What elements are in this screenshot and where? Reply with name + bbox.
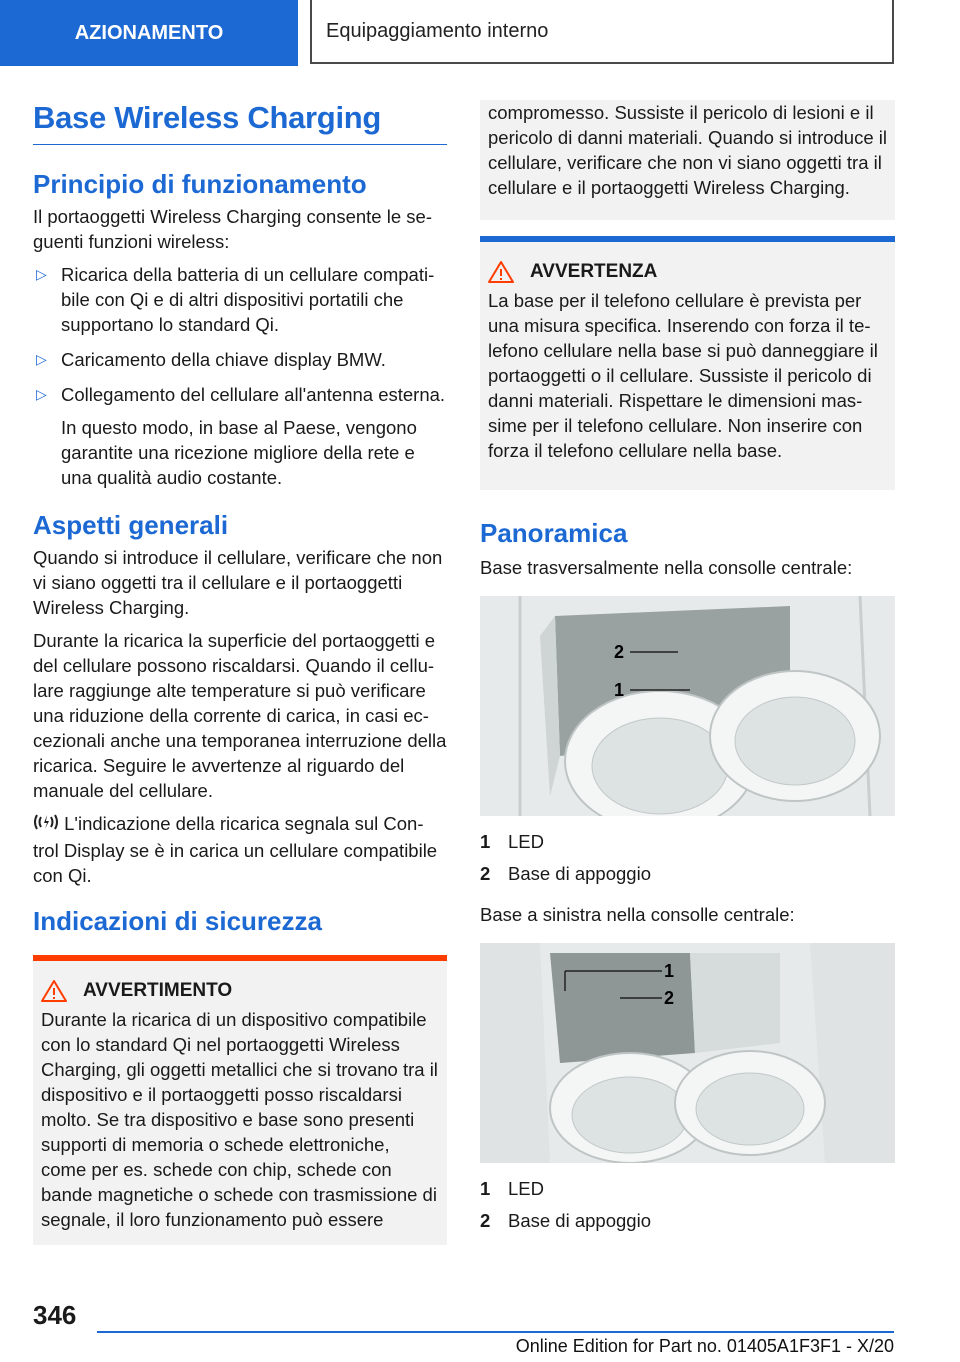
list-item: ▷ Ricarica della batteria di un cellulare compati‐bile con Qi e di altri dispositivi portatili che supportano lo standard Qi.: [36, 264, 435, 335]
heading-sicurezza: Indicazioni di sicurezza: [33, 906, 322, 937]
figure-label: 2: [664, 988, 675, 1008]
principio-intro: Il portaoggetti Wireless Charging consente le se‐guenti funzioni wireless:: [33, 206, 432, 252]
warning-triangle-icon: [488, 260, 514, 284]
heading-panoramica: Panoramica: [480, 518, 628, 548]
caution-box: [480, 236, 895, 490]
legend-item: 2 Base di appoggio: [480, 863, 651, 884]
console-illustration: [480, 943, 895, 1163]
page-number: 346: [33, 1300, 77, 1330]
warning-box-continued: [480, 100, 895, 220]
list-item: ▷ Caricamento della chiave display BMW.: [36, 349, 386, 370]
edition-text: Online Edition for Part no. 01405A1F3F1 - X/20: [515, 1336, 894, 1356]
warning-triangle-icon: [41, 979, 67, 1003]
warning-text: Durante la ricarica di un dispositivo compatibile con lo standard Qi nel portaoggetti Wireless Charging, gli oggetti metallici che si trovano tra il dispositivo e il portaoggetti posso riscaldarsi molto. Se tra dispositivo e base sono presenti supporti di memoria o schede elettroniche, come per es. schede con chip, schede con bande magnetiche o schede con trasmissione di segnale, il loro funzionamento può essere: [41, 1009, 438, 1231]
legend-item: 2 Base di appoggio: [480, 1210, 651, 1231]
panoramica-intro-2: Base a sinistra nella consolle centrale:: [480, 904, 795, 925]
list-item-note: In questo modo, in base al Paese, vengono garantite una ricezione migliore della rete e una qualità audio costante.: [61, 417, 417, 488]
legend-item: 1 LED: [480, 831, 544, 852]
section-tab: [0, 0, 298, 66]
figure-left-base: [480, 943, 895, 1163]
legend-2: [480, 1173, 895, 1237]
legend-1: [480, 826, 895, 890]
figure-transverse-base: [480, 596, 895, 816]
caution-title: AVVERTENZA: [480, 242, 895, 284]
warning-title: AVVERTIMENTO: [33, 961, 447, 1003]
triangle-bullet-icon: ▷: [36, 386, 47, 402]
panoramica-intro-1: Base trasversalmente nella consolle centrale:: [480, 557, 853, 578]
caution-text: La base per il telefono cellulare è prevista per una misura specifica. Inserendo con forza il te‐lefono cellulare nella base si può danneggiare il portaoggetti o il cellulare. Sussiste il pericolo di danni materiali. Rispettare le dimensioni mas‐sime per il telefono cellulare. Non inserire con forza il telefono cellulare nella base.: [488, 290, 878, 461]
list-item: ▷ Collegamento del cellulare all'antenna esterna. In questo modo, in base al Paese, vengono garantite una ricezione migliore della rete e una qualità audio costante.: [36, 384, 446, 488]
warning-text-continued: compromesso. Sussiste il pericolo di lesioni e il pericolo di danni materiali. Quando si introduce il cellulare, verificare che non vi siano oggetti tra il cellulare e il portaoggetti Wireless Charging.: [488, 102, 887, 198]
console-illustration: [480, 596, 895, 816]
aspetti-p2: Durante la ricarica la superficie del portaoggetti e del cellulare possono riscaldarsi. Quando il cellu‐lare raggiunge alte temperature si può verificare una riduzione della corrente di carica, in casi ec‐cezionali anche una temporanea interruzione della ricarica. Seguire le avvertenze al riguardo del manuale del cellulare.: [33, 630, 447, 801]
left-column: [33, 100, 447, 1245]
figure-label: 2: [614, 642, 625, 662]
page-title: Base Wireless Charging: [33, 100, 447, 145]
function-list: [33, 262, 447, 490]
footer-divider: [97, 1331, 894, 1333]
figure-label: 1: [614, 680, 625, 700]
heading-aspetti: Aspetti generali: [33, 510, 229, 540]
triangle-bullet-icon: ▷: [36, 266, 47, 282]
heading-principio: Principio di funzionamento: [33, 169, 367, 199]
right-column: [480, 100, 895, 1237]
aspetti-p1: Quando si introduce il cellulare, verificare che non vi siano oggetti tra il cellulare e il portaoggetti Wireless Charging.: [33, 547, 443, 618]
triangle-bullet-icon: ▷: [36, 351, 47, 367]
warning-box: [33, 955, 447, 1245]
figure-label: 1: [664, 961, 675, 981]
subsection-tab: [310, 0, 894, 64]
legend-item: 1 LED: [480, 1178, 544, 1199]
aspetti-p3: L'indicazione della ricarica segnala sul Con‐trol Display se è in carica un cellulare compatibile con Qi.: [33, 813, 438, 887]
wireless-charging-icon: [33, 812, 59, 838]
subsection-title: Equipaggiamento interno: [326, 19, 549, 42]
section-title: AZIONAMENTO: [74, 21, 224, 44]
